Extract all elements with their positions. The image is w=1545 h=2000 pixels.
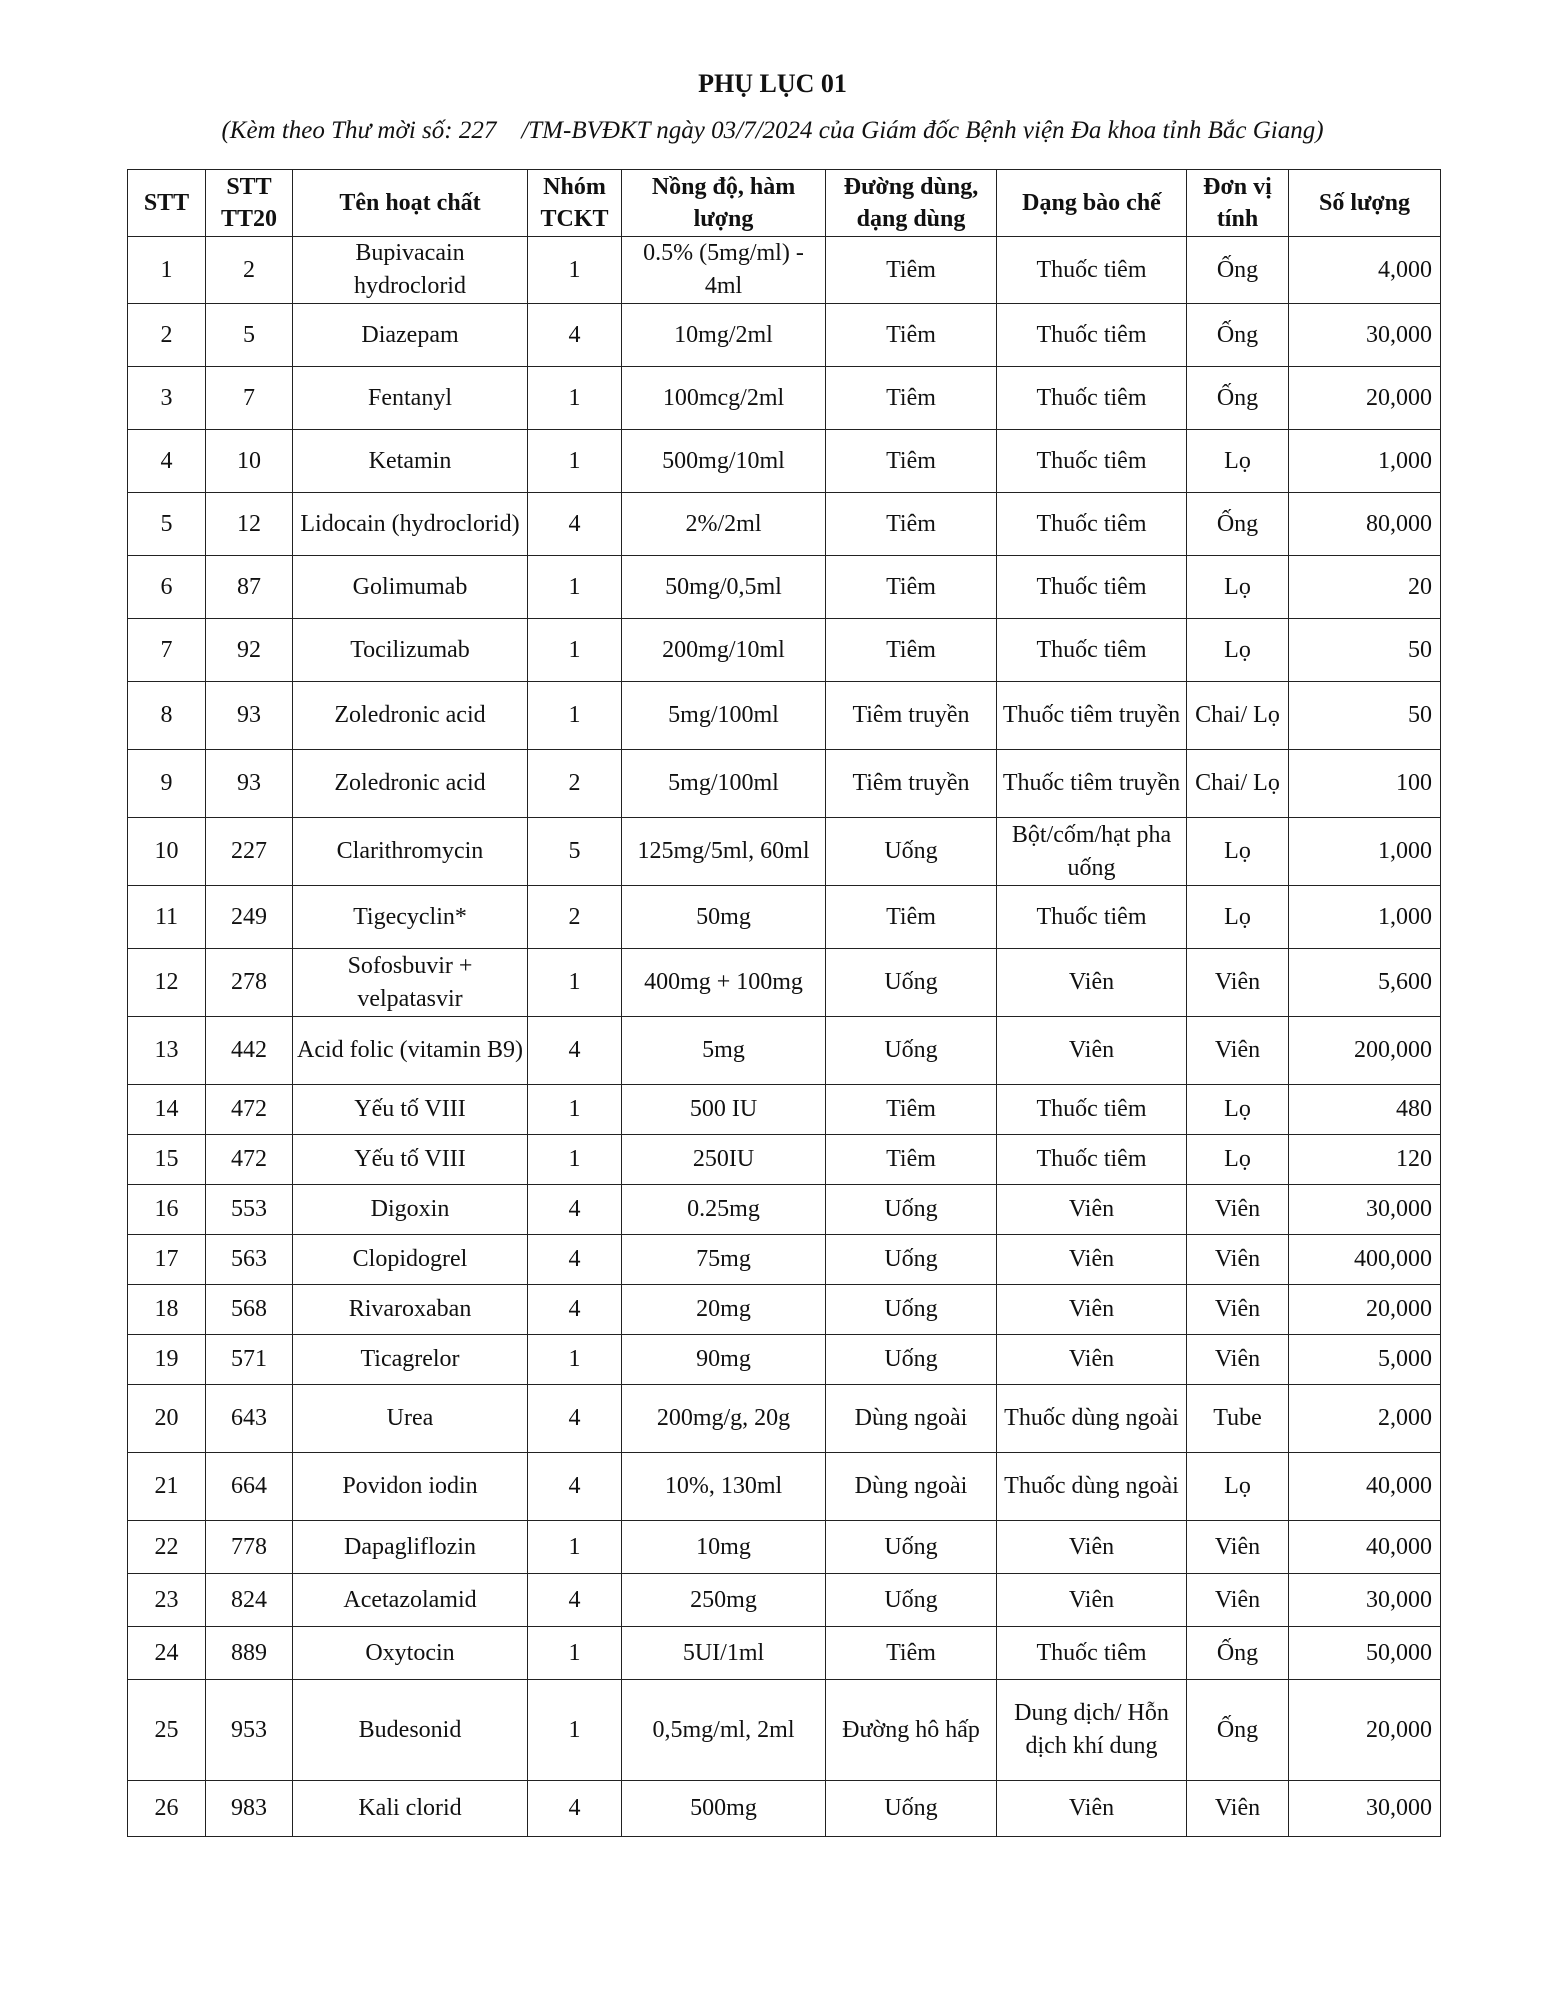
cell-quantity: 50 [1289, 619, 1441, 682]
cell-concentration: 5UI/1ml [622, 1627, 826, 1680]
cell-stt: 24 [128, 1627, 206, 1680]
cell-unit: Ống [1187, 1680, 1289, 1781]
table-row [128, 1781, 1441, 1837]
cell-stt: 26 [128, 1781, 206, 1837]
cell-technical-group: 4 [528, 1185, 622, 1235]
cell-concentration: 10%, 130ml [622, 1453, 826, 1521]
cell-stt: 3 [128, 367, 206, 430]
cell-technical-group: 4 [528, 1574, 622, 1627]
cell-dosage-form: Viên [997, 1521, 1187, 1574]
table-row [128, 1285, 1441, 1335]
cell-active-ingredient: Rivaroxaban [293, 1285, 528, 1335]
table-row [128, 619, 1441, 682]
cell-stt-tt20: 568 [206, 1285, 293, 1335]
table-row [128, 949, 1441, 1017]
drug-list-table [127, 169, 1441, 1837]
table-row [128, 1335, 1441, 1385]
cell-technical-group: 2 [528, 750, 622, 818]
cell-stt: 25 [128, 1680, 206, 1781]
cell-concentration: 10mg [622, 1521, 826, 1574]
cell-route: Uống [826, 1335, 997, 1385]
cell-stt: 7 [128, 619, 206, 682]
cell-route: Tiêm [826, 367, 997, 430]
cell-unit: Ống [1187, 1627, 1289, 1680]
cell-quantity: 1,000 [1289, 886, 1441, 949]
table-row [128, 430, 1441, 493]
cell-unit: Viên [1187, 1185, 1289, 1235]
cell-technical-group: 1 [528, 1627, 622, 1680]
cell-stt-tt20: 664 [206, 1453, 293, 1521]
header-unit: Đơn vị tính [1187, 170, 1289, 237]
cell-technical-group: 1 [528, 556, 622, 619]
cell-concentration: 400mg + 100mg [622, 949, 826, 1017]
table-row [128, 1017, 1441, 1085]
cell-stt: 20 [128, 1385, 206, 1453]
cell-active-ingredient: Sofosbuvir + velpatasvir [293, 949, 528, 1017]
cell-technical-group: 1 [528, 367, 622, 430]
cell-dosage-form: Viên [997, 1574, 1187, 1627]
document-subtitle: (Kèm theo Thư mời số: 227 /TM-BVĐKT ngày 03/7/2024 của Giám đốc Bệnh viện Đa khoa tỉnh Bắc Giang) [221, 117, 1324, 144]
cell-route: Tiêm [826, 886, 997, 949]
cell-unit: Ống [1187, 493, 1289, 556]
cell-stt: 13 [128, 1017, 206, 1085]
cell-quantity: 20,000 [1289, 1285, 1441, 1335]
table-row [128, 556, 1441, 619]
cell-technical-group: 1 [528, 1680, 622, 1781]
cell-stt: 2 [128, 304, 206, 367]
cell-active-ingredient: Diazepam [293, 304, 528, 367]
cell-concentration: 50mg [622, 886, 826, 949]
cell-dosage-form: Viên [997, 949, 1187, 1017]
cell-concentration: 100mcg/2ml [622, 367, 826, 430]
cell-concentration: 2%/2ml [622, 493, 826, 556]
cell-dosage-form: Thuốc dùng ngoài [997, 1453, 1187, 1521]
cell-quantity: 30,000 [1289, 1574, 1441, 1627]
cell-quantity: 4,000 [1289, 237, 1441, 304]
cell-route: Uống [826, 1574, 997, 1627]
cell-quantity: 100 [1289, 750, 1441, 818]
table-row [128, 1385, 1441, 1453]
cell-active-ingredient: Tigecyclin* [293, 886, 528, 949]
cell-concentration: 125mg/5ml, 60ml [622, 818, 826, 886]
cell-concentration: 90mg [622, 1335, 826, 1385]
cell-concentration: 250IU [622, 1135, 826, 1185]
cell-active-ingredient: Tocilizumab [293, 619, 528, 682]
cell-dosage-form: Thuốc tiêm [997, 367, 1187, 430]
cell-stt-tt20: 778 [206, 1521, 293, 1574]
cell-active-ingredient: Digoxin [293, 1185, 528, 1235]
cell-quantity: 20 [1289, 556, 1441, 619]
cell-dosage-form: Thuốc tiêm [997, 304, 1187, 367]
cell-route: Tiêm truyền [826, 750, 997, 818]
cell-quantity: 480 [1289, 1085, 1441, 1135]
cell-stt: 1 [128, 237, 206, 304]
cell-stt-tt20: 278 [206, 949, 293, 1017]
cell-unit: Lọ [1187, 1085, 1289, 1135]
cell-stt-tt20: 249 [206, 886, 293, 949]
cell-route: Tiêm [826, 619, 997, 682]
cell-quantity: 5,600 [1289, 949, 1441, 1017]
cell-route: Tiêm [826, 304, 997, 367]
cell-concentration: 20mg [622, 1285, 826, 1335]
cell-dosage-form: Thuốc tiêm [997, 619, 1187, 682]
cell-stt: 17 [128, 1235, 206, 1285]
cell-stt: 4 [128, 430, 206, 493]
table-row [128, 1627, 1441, 1680]
cell-route: Tiêm [826, 237, 997, 304]
cell-concentration: 500mg [622, 1781, 826, 1837]
cell-dosage-form: Thuốc tiêm [997, 237, 1187, 304]
cell-technical-group: 4 [528, 1781, 622, 1837]
cell-dosage-form: Dung dịch/ Hỗn dịch khí dung [997, 1680, 1187, 1781]
cell-route: Dùng ngoài [826, 1453, 997, 1521]
cell-unit: Viên [1187, 949, 1289, 1017]
cell-unit: Tube [1187, 1385, 1289, 1453]
cell-stt-tt20: 553 [206, 1185, 293, 1235]
table-row [128, 682, 1441, 750]
cell-dosage-form: Thuốc tiêm [997, 493, 1187, 556]
cell-stt-tt20: 10 [206, 430, 293, 493]
cell-stt: 22 [128, 1521, 206, 1574]
cell-dosage-form: Viên [997, 1235, 1187, 1285]
table-row [128, 1235, 1441, 1285]
cell-quantity: 40,000 [1289, 1453, 1441, 1521]
cell-dosage-form: Thuốc tiêm [997, 1627, 1187, 1680]
cell-technical-group: 1 [528, 1085, 622, 1135]
cell-quantity: 50,000 [1289, 1627, 1441, 1680]
cell-stt: 23 [128, 1574, 206, 1627]
cell-stt: 18 [128, 1285, 206, 1335]
cell-route: Uống [826, 1017, 997, 1085]
cell-stt-tt20: 227 [206, 818, 293, 886]
cell-dosage-form: Thuốc dùng ngoài [997, 1385, 1187, 1453]
cell-unit: Viên [1187, 1521, 1289, 1574]
cell-stt: 19 [128, 1335, 206, 1385]
cell-route: Uống [826, 1521, 997, 1574]
cell-concentration: 0,5mg/ml, 2ml [622, 1680, 826, 1781]
table-row [128, 1521, 1441, 1574]
cell-active-ingredient: Zoledronic acid [293, 682, 528, 750]
cell-route: Tiêm [826, 1085, 997, 1135]
cell-concentration: 0.25mg [622, 1185, 826, 1235]
table-row [128, 818, 1441, 886]
cell-stt-tt20: 93 [206, 750, 293, 818]
cell-active-ingredient: Acetazolamid [293, 1574, 528, 1627]
cell-stt: 10 [128, 818, 206, 886]
cell-stt-tt20: 643 [206, 1385, 293, 1453]
cell-stt: 14 [128, 1085, 206, 1135]
cell-concentration: 50mg/0,5ml [622, 556, 826, 619]
cell-route: Tiêm [826, 556, 997, 619]
cell-active-ingredient: Yếu tố VIII [293, 1135, 528, 1185]
cell-active-ingredient: Zoledronic acid [293, 750, 528, 818]
cell-unit: Lọ [1187, 556, 1289, 619]
cell-unit: Viên [1187, 1335, 1289, 1385]
header-concentration: Nồng độ, hàm lượng [622, 170, 826, 237]
cell-active-ingredient: Yếu tố VIII [293, 1085, 528, 1135]
cell-active-ingredient: Povidon iodin [293, 1453, 528, 1521]
cell-technical-group: 4 [528, 493, 622, 556]
cell-quantity: 50 [1289, 682, 1441, 750]
table-row [128, 493, 1441, 556]
cell-stt: 8 [128, 682, 206, 750]
cell-dosage-form: Viên [997, 1781, 1187, 1837]
cell-route: Uống [826, 1781, 997, 1837]
table-row [128, 1453, 1441, 1521]
cell-unit: Viên [1187, 1285, 1289, 1335]
cell-stt: 6 [128, 556, 206, 619]
table-row [128, 237, 1441, 304]
cell-quantity: 20,000 [1289, 367, 1441, 430]
cell-concentration: 75mg [622, 1235, 826, 1285]
cell-dosage-form: Thuốc tiêm truyền [997, 750, 1187, 818]
cell-dosage-form: Viên [997, 1335, 1187, 1385]
cell-technical-group: 1 [528, 237, 622, 304]
cell-route: Tiêm truyền [826, 682, 997, 750]
cell-technical-group: 1 [528, 1521, 622, 1574]
cell-stt: 21 [128, 1453, 206, 1521]
cell-concentration: 5mg/100ml [622, 750, 826, 818]
cell-route: Tiêm [826, 1135, 997, 1185]
cell-active-ingredient: Budesonid [293, 1680, 528, 1781]
cell-stt-tt20: 472 [206, 1135, 293, 1185]
table-row [128, 1574, 1441, 1627]
cell-active-ingredient: Golimumab [293, 556, 528, 619]
cell-quantity: 40,000 [1289, 1521, 1441, 1574]
cell-concentration: 500mg/10ml [622, 430, 826, 493]
cell-active-ingredient: Ketamin [293, 430, 528, 493]
header-quantity: Số lượng [1289, 170, 1441, 237]
cell-technical-group: 1 [528, 1135, 622, 1185]
header-stt: STT [128, 170, 206, 237]
cell-technical-group: 1 [528, 1335, 622, 1385]
header-stt-tt20: STT TT20 [206, 170, 293, 237]
cell-concentration: 200mg/10ml [622, 619, 826, 682]
cell-stt-tt20: 889 [206, 1627, 293, 1680]
cell-concentration: 10mg/2ml [622, 304, 826, 367]
cell-stt: 12 [128, 949, 206, 1017]
cell-stt-tt20: 87 [206, 556, 293, 619]
cell-active-ingredient: Clopidogrel [293, 1235, 528, 1285]
cell-unit: Viên [1187, 1781, 1289, 1837]
cell-technical-group: 4 [528, 1235, 622, 1285]
cell-technical-group: 1 [528, 682, 622, 750]
header-technical-group: Nhóm TCKT [528, 170, 622, 237]
cell-dosage-form: Thuốc tiêm [997, 1135, 1187, 1185]
cell-active-ingredient: Lidocain (hydroclorid) [293, 493, 528, 556]
cell-unit: Viên [1187, 1574, 1289, 1627]
cell-quantity: 30,000 [1289, 304, 1441, 367]
cell-unit: Lọ [1187, 818, 1289, 886]
cell-stt-tt20: 5 [206, 304, 293, 367]
cell-stt-tt20: 824 [206, 1574, 293, 1627]
cell-dosage-form: Thuốc tiêm [997, 430, 1187, 493]
cell-unit: Viên [1187, 1235, 1289, 1285]
cell-unit: Lọ [1187, 1135, 1289, 1185]
cell-unit: Chai/ Lọ [1187, 682, 1289, 750]
cell-active-ingredient: Clarithromycin [293, 818, 528, 886]
cell-quantity: 1,000 [1289, 818, 1441, 886]
cell-route: Tiêm [826, 1627, 997, 1680]
cell-quantity: 20,000 [1289, 1680, 1441, 1781]
cell-concentration: 500 IU [622, 1085, 826, 1135]
table-row [128, 1135, 1441, 1185]
cell-active-ingredient: Ticagrelor [293, 1335, 528, 1385]
cell-stt: 9 [128, 750, 206, 818]
cell-technical-group: 4 [528, 1453, 622, 1521]
cell-concentration: 5mg/100ml [622, 682, 826, 750]
cell-dosage-form: Viên [997, 1017, 1187, 1085]
table-row [128, 886, 1441, 949]
cell-route: Tiêm [826, 430, 997, 493]
cell-stt-tt20: 93 [206, 682, 293, 750]
header-active-ingredient: Tên hoạt chất [293, 170, 528, 237]
cell-quantity: 400,000 [1289, 1235, 1441, 1285]
cell-stt-tt20: 12 [206, 493, 293, 556]
cell-route: Tiêm [826, 493, 997, 556]
cell-stt-tt20: 92 [206, 619, 293, 682]
cell-active-ingredient: Acid folic (vitamin B9) [293, 1017, 528, 1085]
cell-quantity: 5,000 [1289, 1335, 1441, 1385]
cell-active-ingredient: Kali clorid [293, 1781, 528, 1837]
cell-dosage-form: Bột/cốm/hạt pha uống [997, 818, 1187, 886]
header-route: Đường dùng, dạng dùng [826, 170, 997, 237]
cell-quantity: 120 [1289, 1135, 1441, 1185]
table-row [128, 1680, 1441, 1781]
cell-quantity: 30,000 [1289, 1185, 1441, 1235]
cell-technical-group: 4 [528, 1285, 622, 1335]
cell-technical-group: 2 [528, 886, 622, 949]
cell-quantity: 30,000 [1289, 1781, 1441, 1837]
cell-stt-tt20: 983 [206, 1781, 293, 1837]
table-row [128, 750, 1441, 818]
cell-dosage-form: Viên [997, 1285, 1187, 1335]
cell-unit: Lọ [1187, 619, 1289, 682]
cell-dosage-form: Viên [997, 1185, 1187, 1235]
cell-technical-group: 4 [528, 1385, 622, 1453]
cell-concentration: 5mg [622, 1017, 826, 1085]
cell-stt: 15 [128, 1135, 206, 1185]
table-row [128, 367, 1441, 430]
cell-stt-tt20: 7 [206, 367, 293, 430]
cell-stt-tt20: 442 [206, 1017, 293, 1085]
table-row [128, 1185, 1441, 1235]
cell-route: Uống [826, 818, 997, 886]
cell-route: Uống [826, 1235, 997, 1285]
cell-concentration: 0.5% (5mg/ml) - 4ml [622, 237, 826, 304]
cell-route: Đường hô hấp [826, 1680, 997, 1781]
cell-unit: Lọ [1187, 430, 1289, 493]
document-title: PHỤ LỤC 01 [698, 69, 847, 98]
cell-technical-group: 4 [528, 1017, 622, 1085]
cell-dosage-form: Thuốc tiêm truyền [997, 682, 1187, 750]
cell-unit: Chai/ Lọ [1187, 750, 1289, 818]
cell-quantity: 80,000 [1289, 493, 1441, 556]
cell-stt-tt20: 472 [206, 1085, 293, 1135]
cell-technical-group: 4 [528, 304, 622, 367]
header-dosage-form: Dạng bào chế [997, 170, 1187, 237]
cell-stt: 11 [128, 886, 206, 949]
cell-stt-tt20: 953 [206, 1680, 293, 1781]
cell-dosage-form: Thuốc tiêm [997, 556, 1187, 619]
cell-active-ingredient: Bupivacain hydroclorid [293, 237, 528, 304]
cell-stt-tt20: 563 [206, 1235, 293, 1285]
cell-unit: Ống [1187, 304, 1289, 367]
cell-route: Uống [826, 1185, 997, 1235]
table-row [128, 304, 1441, 367]
cell-dosage-form: Thuốc tiêm [997, 1085, 1187, 1135]
cell-route: Uống [826, 949, 997, 1017]
cell-concentration: 250mg [622, 1574, 826, 1627]
cell-stt-tt20: 571 [206, 1335, 293, 1385]
cell-active-ingredient: Dapagliflozin [293, 1521, 528, 1574]
cell-technical-group: 1 [528, 949, 622, 1017]
cell-technical-group: 5 [528, 818, 622, 886]
cell-unit: Viên [1187, 1017, 1289, 1085]
table-row [128, 1085, 1441, 1135]
cell-unit: Ống [1187, 237, 1289, 304]
cell-quantity: 200,000 [1289, 1017, 1441, 1085]
cell-active-ingredient: Urea [293, 1385, 528, 1453]
cell-quantity: 1,000 [1289, 430, 1441, 493]
table-header-row [128, 170, 1441, 237]
cell-route: Uống [826, 1285, 997, 1335]
cell-active-ingredient: Fentanyl [293, 367, 528, 430]
cell-concentration: 200mg/g, 20g [622, 1385, 826, 1453]
cell-route: Dùng ngoài [826, 1385, 997, 1453]
cell-stt: 5 [128, 493, 206, 556]
cell-unit: Lọ [1187, 1453, 1289, 1521]
cell-dosage-form: Thuốc tiêm [997, 886, 1187, 949]
cell-unit: Ống [1187, 367, 1289, 430]
cell-stt-tt20: 2 [206, 237, 293, 304]
cell-quantity: 2,000 [1289, 1385, 1441, 1453]
cell-active-ingredient: Oxytocin [293, 1627, 528, 1680]
cell-technical-group: 1 [528, 430, 622, 493]
cell-stt: 16 [128, 1185, 206, 1235]
cell-technical-group: 1 [528, 619, 622, 682]
cell-unit: Lọ [1187, 886, 1289, 949]
